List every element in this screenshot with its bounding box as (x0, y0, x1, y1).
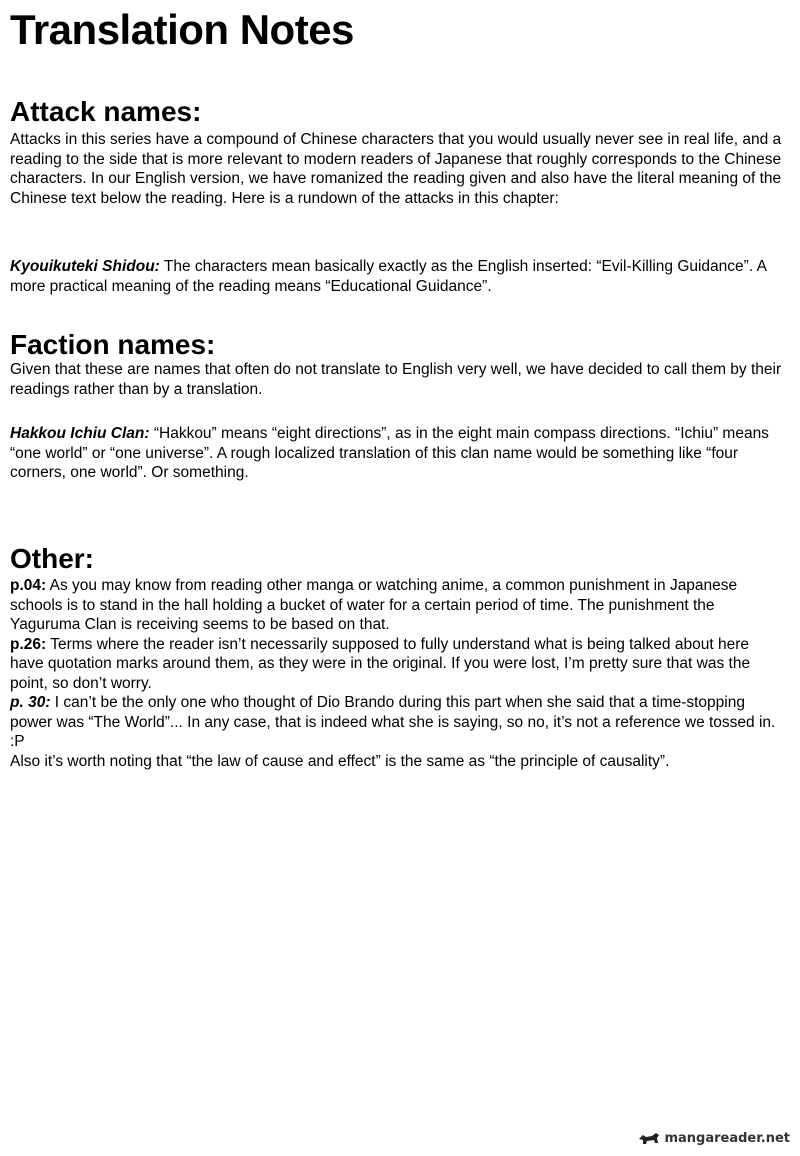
dog-logo-icon (638, 1131, 660, 1145)
faction-entry (10, 424, 785, 483)
note-page-ref: p. 30: (10, 694, 51, 711)
note-page-ref: p.26: (10, 635, 47, 653)
note-page-ref: p.04: (10, 577, 47, 594)
closing-note: Also it’s worth noting that “the law of cause and effect” is the same as “the principle of causality”. (10, 752, 670, 770)
page-title: Translation Notes (10, 6, 354, 53)
faction-entry-text: “Hakkou” means “eight directions”, as in the eight main compass directions. “Ichiu” means “one world” or “one universe”. A rough localized translation of this clan name would be something like “four corners, one world”. Or something. (10, 425, 769, 481)
attack-entry (10, 257, 785, 296)
watermark-text: mangareader.net (664, 1130, 790, 1146)
other-note-list (10, 576, 785, 771)
attack-entry-text: The characters mean basically exactly as the English inserted: “Evil-Killing Guidance”. A more practical meaning of the reading means “Educational Guidance”. (10, 258, 767, 295)
site-watermark (638, 1128, 790, 1148)
faction-entry-term: Hakkou Ichiu Clan: (10, 425, 150, 442)
other-heading: Other: (10, 543, 94, 574)
note-text: I can’t be the only one who thought of Dio Brando during this part when she said that a time-stopping power was “The World”... In any case, that is indeed what she is saying, so no, it’s not a reference we tossed in. :P (10, 694, 776, 750)
note-text: Terms where the reader isn’t necessarily supposed to fully understand what is being talked about here have quotation marks around them, as they were in the original. If you were lost, I’m pretty sure that was the point, so don’t worry. (10, 635, 751, 692)
note-text: As you may know from reading other manga or watching anime, a common punishment in Japanese schools is to stand in the hall holding a bucket of water for a certain period of time. The punishment the Yaguruma Clan is receiving seems to be based on that. (10, 577, 738, 633)
attack-names-intro: Attacks in this series have a compound of Chinese characters that you would usually never see in real life, and a reading to the side that is more relevant to modern readers of Japanese that roughly corresponds to the Chinese characters. In our English version, we have romanized the reading given and also have the literal meaning of the Chinese text below the reading. Here is a rundown of the attacks in this chapter: (10, 131, 782, 207)
faction-names-heading: Faction names: (10, 329, 216, 360)
faction-names-intro: Given that these are names that often do not translate to English very well, we have decided to call them by their readings rather than by a translation. (10, 361, 782, 398)
attack-names-heading: Attack names: (10, 96, 202, 127)
attack-entry-term: Kyouikuteki Shidou: (10, 258, 160, 275)
